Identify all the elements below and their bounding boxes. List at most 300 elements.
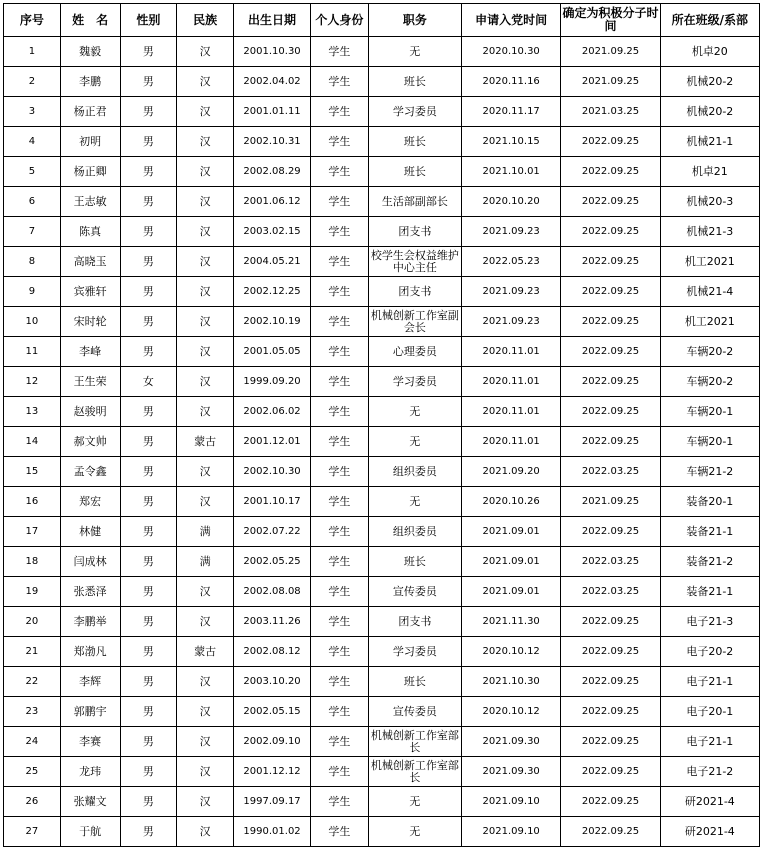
- cell-identity: 学生: [311, 127, 369, 157]
- cell-birth-date: 1997.09.17: [234, 787, 311, 817]
- cell-gender: 男: [120, 247, 177, 277]
- cell-application-date: 2020.10.12: [462, 697, 561, 727]
- cell-name: 林健: [60, 517, 120, 547]
- cell-application-date: 2020.10.30: [462, 37, 561, 67]
- roster-sheet: [3, 3, 760, 847]
- cell-birth-date: 2003.11.26: [234, 607, 311, 637]
- cell-gender: 男: [120, 817, 177, 847]
- cell-name: 郑渤凡: [60, 637, 120, 667]
- cell-identity: 学生: [311, 427, 369, 457]
- cell-class: 机工2021: [660, 307, 759, 337]
- cell-activist-date: 2022.09.25: [561, 757, 660, 787]
- table-row: [4, 547, 760, 577]
- cell-position: 无: [368, 787, 461, 817]
- cell-class: 电子20-2: [660, 637, 759, 667]
- cell-activist-date: 2022.09.25: [561, 277, 660, 307]
- cell-position: 班长: [368, 127, 461, 157]
- cell-birth-date: 2001.06.12: [234, 187, 311, 217]
- table-row: [4, 127, 760, 157]
- cell-birth-date: 2001.05.05: [234, 337, 311, 367]
- table-row: [4, 427, 760, 457]
- cell-gender: 男: [120, 97, 177, 127]
- table-row: [4, 157, 760, 187]
- cell-birth-date: 2002.05.25: [234, 547, 311, 577]
- cell-application-date: 2021.09.10: [462, 817, 561, 847]
- cell-identity: 学生: [311, 97, 369, 127]
- cell-position: 无: [368, 487, 461, 517]
- cell-application-date: 2021.09.20: [462, 457, 561, 487]
- cell-application-date: 2021.09.01: [462, 547, 561, 577]
- cell-name: 孟令鑫: [60, 457, 120, 487]
- cell-identity: 学生: [311, 487, 369, 517]
- cell-birth-date: 2002.04.02: [234, 67, 311, 97]
- cell-position: 无: [368, 37, 461, 67]
- cell-gender: 男: [120, 487, 177, 517]
- cell-class: 车辆20-1: [660, 427, 759, 457]
- cell-position: 班长: [368, 547, 461, 577]
- cell-name: 张悉泽: [60, 577, 120, 607]
- header-index: 序号: [4, 4, 61, 37]
- cell-class: 机卓20: [660, 37, 759, 67]
- header-identity: 个人身份: [311, 4, 369, 37]
- cell-activist-date: 2022.09.25: [561, 217, 660, 247]
- cell-ethnicity: 满: [177, 517, 234, 547]
- cell-activist-date: 2022.03.25: [561, 547, 660, 577]
- table-row: [4, 397, 760, 427]
- cell-application-date: 2022.05.23: [462, 247, 561, 277]
- cell-activist-date: 2022.09.25: [561, 517, 660, 547]
- cell-position: 团支书: [368, 607, 461, 637]
- cell-gender: 男: [120, 727, 177, 757]
- cell-identity: 学生: [311, 457, 369, 487]
- cell-birth-date: 2002.08.29: [234, 157, 311, 187]
- cell-name: 王生荣: [60, 367, 120, 397]
- cell-ethnicity: 汉: [177, 157, 234, 187]
- cell-birth-date: 2003.02.15: [234, 217, 311, 247]
- cell-identity: 学生: [311, 247, 369, 277]
- cell-identity: 学生: [311, 67, 369, 97]
- cell-position: 班长: [368, 667, 461, 697]
- cell-index: 23: [4, 697, 61, 727]
- cell-name: 郑宏: [60, 487, 120, 517]
- cell-activist-date: 2022.09.25: [561, 817, 660, 847]
- cell-ethnicity: 汉: [177, 37, 234, 67]
- cell-activist-date: 2022.09.25: [561, 187, 660, 217]
- cell-index: 22: [4, 667, 61, 697]
- table-row: [4, 607, 760, 637]
- cell-activist-date: 2022.03.25: [561, 577, 660, 607]
- cell-index: 11: [4, 337, 61, 367]
- cell-position: 学习委员: [368, 637, 461, 667]
- table-row: [4, 517, 760, 547]
- cell-identity: 学生: [311, 547, 369, 577]
- cell-birth-date: 2002.08.12: [234, 637, 311, 667]
- cell-gender: 男: [120, 757, 177, 787]
- cell-application-date: 2020.10.26: [462, 487, 561, 517]
- cell-ethnicity: 汉: [177, 667, 234, 697]
- table-row: [4, 577, 760, 607]
- cell-name: 宾雅轩: [60, 277, 120, 307]
- cell-gender: 男: [120, 337, 177, 367]
- cell-index: 12: [4, 367, 61, 397]
- cell-birth-date: 2001.10.17: [234, 487, 311, 517]
- cell-name: 宋时轮: [60, 307, 120, 337]
- cell-class: 机械21-1: [660, 127, 759, 157]
- table-row: [4, 757, 760, 787]
- cell-birth-date: 2002.05.15: [234, 697, 311, 727]
- header-birth-date: 出生日期: [234, 4, 311, 37]
- cell-birth-date: 1990.01.02: [234, 817, 311, 847]
- cell-position: 学习委员: [368, 97, 461, 127]
- cell-position: 无: [368, 817, 461, 847]
- cell-ethnicity: 汉: [177, 247, 234, 277]
- cell-position: 宣传委员: [368, 697, 461, 727]
- cell-gender: 男: [120, 397, 177, 427]
- cell-identity: 学生: [311, 157, 369, 187]
- cell-name: 郭鹏宇: [60, 697, 120, 727]
- cell-ethnicity: 汉: [177, 217, 234, 247]
- cell-index: 15: [4, 457, 61, 487]
- cell-gender: 男: [120, 37, 177, 67]
- header-position: 职务: [368, 4, 461, 37]
- table-row: [4, 67, 760, 97]
- cell-application-date: 2021.09.23: [462, 277, 561, 307]
- cell-activist-date: 2022.09.25: [561, 127, 660, 157]
- cell-ethnicity: 汉: [177, 727, 234, 757]
- cell-application-date: 2021.09.30: [462, 727, 561, 757]
- cell-index: 5: [4, 157, 61, 187]
- table-row: [4, 187, 760, 217]
- cell-ethnicity: 汉: [177, 757, 234, 787]
- cell-class: 电子21-1: [660, 727, 759, 757]
- cell-gender: 男: [120, 217, 177, 247]
- cell-position: 无: [368, 397, 461, 427]
- cell-application-date: 2021.11.30: [462, 607, 561, 637]
- table-row: [4, 697, 760, 727]
- cell-identity: 学生: [311, 277, 369, 307]
- cell-application-date: 2021.09.30: [462, 757, 561, 787]
- cell-activist-date: 2021.03.25: [561, 97, 660, 127]
- cell-gender: 男: [120, 547, 177, 577]
- cell-ethnicity: 蒙古: [177, 427, 234, 457]
- table-row: [4, 787, 760, 817]
- cell-ethnicity: 汉: [177, 607, 234, 637]
- cell-index: 10: [4, 307, 61, 337]
- cell-application-date: 2021.09.23: [462, 307, 561, 337]
- cell-class: 机械21-3: [660, 217, 759, 247]
- cell-birth-date: 2002.08.08: [234, 577, 311, 607]
- cell-ethnicity: 汉: [177, 487, 234, 517]
- cell-index: 20: [4, 607, 61, 637]
- cell-identity: 学生: [311, 667, 369, 697]
- cell-index: 1: [4, 37, 61, 67]
- cell-gender: 男: [120, 607, 177, 637]
- cell-application-date: 2020.11.16: [462, 67, 561, 97]
- cell-name: 闫成林: [60, 547, 120, 577]
- cell-index: 2: [4, 67, 61, 97]
- roster-table: [3, 3, 760, 847]
- cell-application-date: 2021.09.10: [462, 787, 561, 817]
- cell-application-date: 2020.11.01: [462, 427, 561, 457]
- cell-ethnicity: 汉: [177, 697, 234, 727]
- cell-ethnicity: 汉: [177, 67, 234, 97]
- table-row: [4, 337, 760, 367]
- cell-ethnicity: 汉: [177, 97, 234, 127]
- cell-name: 赵骏明: [60, 397, 120, 427]
- cell-index: 13: [4, 397, 61, 427]
- cell-index: 16: [4, 487, 61, 517]
- table-row: [4, 637, 760, 667]
- table-row: [4, 97, 760, 127]
- cell-index: 27: [4, 817, 61, 847]
- cell-activist-date: 2022.09.25: [561, 637, 660, 667]
- cell-gender: 女: [120, 367, 177, 397]
- cell-name: 于航: [60, 817, 120, 847]
- cell-position: 宣传委员: [368, 577, 461, 607]
- cell-ethnicity: 汉: [177, 787, 234, 817]
- cell-activist-date: 2022.09.25: [561, 427, 660, 457]
- header-gender: 性别: [120, 4, 177, 37]
- cell-identity: 学生: [311, 607, 369, 637]
- cell-name: 李鹏: [60, 67, 120, 97]
- cell-activist-date: 2022.09.25: [561, 697, 660, 727]
- cell-activist-date: 2022.09.25: [561, 367, 660, 397]
- cell-activist-date: 2021.09.25: [561, 67, 660, 97]
- cell-index: 7: [4, 217, 61, 247]
- cell-name: 李鹏举: [60, 607, 120, 637]
- cell-position: 校学生会权益维护中心主任: [368, 247, 461, 277]
- cell-birth-date: 2002.06.02: [234, 397, 311, 427]
- table-body: [4, 37, 760, 847]
- cell-ethnicity: 满: [177, 547, 234, 577]
- cell-ethnicity: 汉: [177, 577, 234, 607]
- cell-class: 车辆21-2: [660, 457, 759, 487]
- cell-application-date: 2020.10.12: [462, 637, 561, 667]
- cell-gender: 男: [120, 157, 177, 187]
- cell-class: 机卓21: [660, 157, 759, 187]
- cell-name: 高晓玉: [60, 247, 120, 277]
- table-row: [4, 367, 760, 397]
- cell-name: 李辉: [60, 667, 120, 697]
- table-row: [4, 307, 760, 337]
- cell-application-date: 2021.09.01: [462, 577, 561, 607]
- cell-application-date: 2020.11.01: [462, 367, 561, 397]
- cell-index: 19: [4, 577, 61, 607]
- cell-ethnicity: 汉: [177, 187, 234, 217]
- cell-position: 班长: [368, 67, 461, 97]
- cell-class: 机械20-2: [660, 97, 759, 127]
- cell-gender: 男: [120, 67, 177, 97]
- cell-birth-date: 1999.09.20: [234, 367, 311, 397]
- table-row: [4, 457, 760, 487]
- cell-identity: 学生: [311, 307, 369, 337]
- cell-ethnicity: 汉: [177, 127, 234, 157]
- cell-gender: 男: [120, 787, 177, 817]
- cell-gender: 男: [120, 697, 177, 727]
- cell-position: 心理委员: [368, 337, 461, 367]
- cell-gender: 男: [120, 577, 177, 607]
- cell-gender: 男: [120, 667, 177, 697]
- table-row: [4, 37, 760, 67]
- cell-identity: 学生: [311, 727, 369, 757]
- cell-class: 车辆20-1: [660, 397, 759, 427]
- cell-index: 21: [4, 637, 61, 667]
- cell-application-date: 2020.11.01: [462, 397, 561, 427]
- cell-position: 班长: [368, 157, 461, 187]
- cell-birth-date: 2001.12.12: [234, 757, 311, 787]
- cell-birth-date: 2001.10.30: [234, 37, 311, 67]
- cell-activist-date: 2021.09.25: [561, 487, 660, 517]
- cell-activist-date: 2022.09.25: [561, 157, 660, 187]
- cell-class: 研2021-4: [660, 817, 759, 847]
- cell-application-date: 2021.09.23: [462, 217, 561, 247]
- cell-identity: 学生: [311, 577, 369, 607]
- cell-class: 装备21-1: [660, 517, 759, 547]
- cell-position: 团支书: [368, 217, 461, 247]
- cell-identity: 学生: [311, 787, 369, 817]
- header-row: [4, 4, 760, 37]
- cell-identity: 学生: [311, 187, 369, 217]
- cell-class: 车辆20-2: [660, 337, 759, 367]
- cell-birth-date: 2003.10.20: [234, 667, 311, 697]
- cell-identity: 学生: [311, 367, 369, 397]
- cell-application-date: 2021.09.01: [462, 517, 561, 547]
- cell-ethnicity: 汉: [177, 457, 234, 487]
- cell-gender: 男: [120, 427, 177, 457]
- cell-index: 3: [4, 97, 61, 127]
- header-activist-date: 确定为积极分子时间: [561, 4, 660, 37]
- header-ethnicity: 民族: [177, 4, 234, 37]
- cell-gender: 男: [120, 277, 177, 307]
- table-row: [4, 487, 760, 517]
- cell-name: 杨正卿: [60, 157, 120, 187]
- cell-birth-date: 2002.10.31: [234, 127, 311, 157]
- cell-class: 机工2021: [660, 247, 759, 277]
- cell-ethnicity: 蒙古: [177, 637, 234, 667]
- cell-identity: 学生: [311, 397, 369, 427]
- cell-class: 机械20-3: [660, 187, 759, 217]
- cell-class: 机械21-4: [660, 277, 759, 307]
- cell-position: 机械创新工作室部长: [368, 727, 461, 757]
- cell-activist-date: 2022.09.25: [561, 307, 660, 337]
- cell-name: 魏毅: [60, 37, 120, 67]
- cell-activist-date: 2022.09.25: [561, 247, 660, 277]
- cell-gender: 男: [120, 127, 177, 157]
- table-row: [4, 667, 760, 697]
- cell-position: 无: [368, 427, 461, 457]
- cell-activist-date: 2022.09.25: [561, 607, 660, 637]
- cell-birth-date: 2002.12.25: [234, 277, 311, 307]
- cell-name: 杨正君: [60, 97, 120, 127]
- cell-gender: 男: [120, 307, 177, 337]
- cell-index: 9: [4, 277, 61, 307]
- cell-activist-date: 2022.09.25: [561, 787, 660, 817]
- cell-birth-date: 2002.10.30: [234, 457, 311, 487]
- cell-ethnicity: 汉: [177, 397, 234, 427]
- cell-ethnicity: 汉: [177, 307, 234, 337]
- table-row: [4, 817, 760, 847]
- cell-application-date: 2020.11.17: [462, 97, 561, 127]
- header-application-date: 申请入党时间: [462, 4, 561, 37]
- cell-position: 组织委员: [368, 517, 461, 547]
- cell-identity: 学生: [311, 337, 369, 367]
- cell-name: 张耀文: [60, 787, 120, 817]
- cell-application-date: 2021.10.01: [462, 157, 561, 187]
- cell-birth-date: 2001.12.01: [234, 427, 311, 457]
- cell-identity: 学生: [311, 757, 369, 787]
- cell-position: 机械创新工作室部长: [368, 757, 461, 787]
- cell-index: 6: [4, 187, 61, 217]
- cell-class: 机械20-2: [660, 67, 759, 97]
- cell-ethnicity: 汉: [177, 817, 234, 847]
- cell-name: 李赛: [60, 727, 120, 757]
- cell-gender: 男: [120, 517, 177, 547]
- cell-index: 24: [4, 727, 61, 757]
- cell-activist-date: 2022.09.25: [561, 397, 660, 427]
- cell-gender: 男: [120, 187, 177, 217]
- cell-ethnicity: 汉: [177, 367, 234, 397]
- header-name: 姓 名: [60, 4, 120, 37]
- cell-identity: 学生: [311, 517, 369, 547]
- cell-identity: 学生: [311, 637, 369, 667]
- cell-application-date: 2020.10.20: [462, 187, 561, 217]
- table-row: [4, 217, 760, 247]
- cell-activist-date: 2022.09.25: [561, 727, 660, 757]
- cell-class: 电子21-2: [660, 757, 759, 787]
- cell-birth-date: 2002.10.19: [234, 307, 311, 337]
- table-row: [4, 247, 760, 277]
- cell-gender: 男: [120, 637, 177, 667]
- cell-activist-date: 2021.09.25: [561, 37, 660, 67]
- cell-identity: 学生: [311, 697, 369, 727]
- header-class: 所在班级/系部: [660, 4, 759, 37]
- cell-class: 电子21-3: [660, 607, 759, 637]
- cell-identity: 学生: [311, 817, 369, 847]
- cell-class: 装备20-1: [660, 487, 759, 517]
- cell-application-date: 2021.10.15: [462, 127, 561, 157]
- cell-class: 装备21-1: [660, 577, 759, 607]
- cell-gender: 男: [120, 457, 177, 487]
- cell-birth-date: 2002.07.22: [234, 517, 311, 547]
- cell-class: 电子21-1: [660, 667, 759, 697]
- cell-application-date: 2020.11.01: [462, 337, 561, 367]
- table-row: [4, 277, 760, 307]
- cell-birth-date: 2001.01.11: [234, 97, 311, 127]
- cell-class: 研2021-4: [660, 787, 759, 817]
- cell-name: 龙玮: [60, 757, 120, 787]
- cell-class: 电子20-1: [660, 697, 759, 727]
- cell-index: 8: [4, 247, 61, 277]
- cell-position: 学习委员: [368, 367, 461, 397]
- cell-birth-date: 2004.05.21: [234, 247, 311, 277]
- cell-name: 王志敏: [60, 187, 120, 217]
- cell-activist-date: 2022.09.25: [561, 337, 660, 367]
- cell-position: 生活部副部长: [368, 187, 461, 217]
- cell-index: 26: [4, 787, 61, 817]
- cell-ethnicity: 汉: [177, 277, 234, 307]
- cell-activist-date: 2022.03.25: [561, 457, 660, 487]
- cell-position: 组织委员: [368, 457, 461, 487]
- table-row: [4, 727, 760, 757]
- cell-name: 陈真: [60, 217, 120, 247]
- cell-name: 李峰: [60, 337, 120, 367]
- cell-activist-date: 2022.09.25: [561, 667, 660, 697]
- cell-position: 机械创新工作室副会长: [368, 307, 461, 337]
- cell-application-date: 2021.10.30: [462, 667, 561, 697]
- cell-class: 装备21-2: [660, 547, 759, 577]
- cell-position: 团支书: [368, 277, 461, 307]
- cell-index: 18: [4, 547, 61, 577]
